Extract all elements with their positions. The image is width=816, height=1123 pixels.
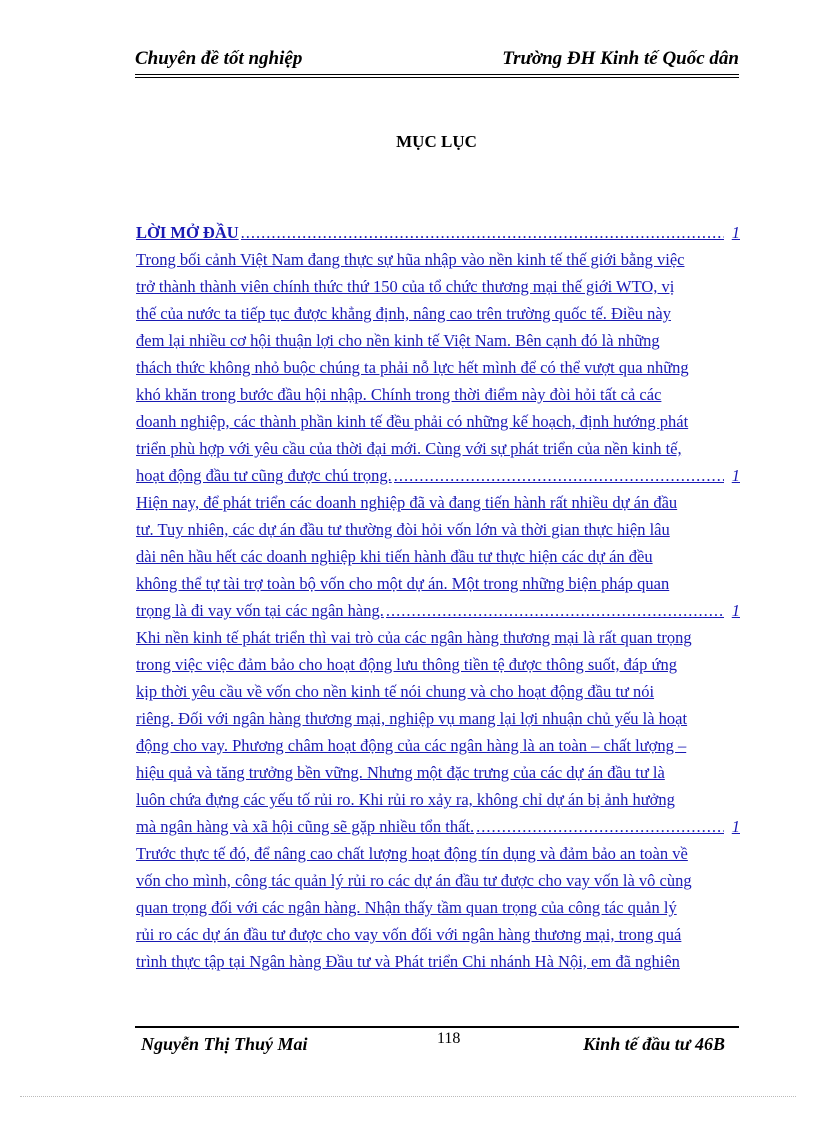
toc-leader-dots [476,813,724,840]
toc-line[interactable]: Hiện nay, để phát triển các doanh nghiệp đã và đang tiến hành rất nhiều dự án đầu [136,493,678,512]
toc-line[interactable]: thách thức không nhỏ buộc chúng ta phải nỗ lực hết mình để có thể vượt qua những [136,358,689,377]
page-bottom-divider [20,1096,796,1097]
toc-leader-dots [241,219,724,246]
toc-line[interactable]: rủi ro các dự án đầu tư được cho vay vốn đối với ngân hàng thương mại, trong quá [136,925,682,944]
toc-page-number: 1 [731,817,740,836]
toc-page-number: 1 [731,466,740,485]
toc-line[interactable]: luôn chứa đựng các yếu tố rủi ro. Khi rủi ro xảy ra, không chỉ dự án bị ảnh hưởng [136,790,675,809]
toc-line[interactable]: đem lại nhiều cơ hội thuận lợi cho nền kinh tế Việt Nam. Bên cạnh đó là những [136,331,660,350]
toc-heading-link[interactable] [136,219,740,246]
toc-line[interactable]: thế của nước ta tiếp tục được khẳng định, nâng cao trên trường quốc tế. Điều này [136,304,672,323]
toc-line[interactable]: khó khăn trong bước đầu hội nhập. Chính trong thời điểm này đòi hỏi tất cả các [136,385,662,404]
toc-leader-dots [394,462,724,489]
toc-entry-link[interactable]: hoạt động đầu tư cũng được chú trọng. ..... 1 [136,462,740,489]
page-footer [135,1026,739,1058]
toc-line[interactable]: triển phù hợp với yêu cầu của thời đại mới. Cùng với sự phát triển của nền kinh tế, [136,439,682,458]
footer-author: Nguyễn Thị Thuý Mai [141,1034,308,1054]
footer-class: Kinh tế đầu tư 46B [583,1034,725,1054]
toc-line[interactable]: động cho vay. Phương châm hoạt động của các ngân hàng là an toàn – chất lượng – [136,736,687,755]
toc-page-number: 1 [731,601,740,620]
toc-line[interactable]: Trước thực tế đó, để nâng cao chất lượng hoạt động tín dụng và đảm bảo an toàn về [136,844,688,863]
table-of-contents [136,219,740,975]
toc-line[interactable]: hiệu quả và tăng trưởng bền vững. Nhưng một đặc trưng của các dự án đầu tư là [136,763,665,782]
toc-line[interactable]: trong việc việc đảm bảo cho hoạt động lưu thông tiền tệ được thông suốt, đáp ứng [136,655,677,674]
toc-line[interactable]: Khi nền kinh tế phát triển thì vai trò của các ngân hàng thương mại là rất quan trọng [136,628,692,647]
toc-line[interactable]: vốn cho mình, công tác quản lý rủi ro các dự án đầu tư được cho vay vốn là vô cùng [136,871,692,890]
toc-entry-link[interactable]: trọng là đi vay vốn tại các ngân hàng. ..... 1 [136,597,740,624]
toc-line[interactable]: Trong bối cảnh Việt Nam đang thực sự hũa nhập vào nền kinh tế thế giới bằng việc [136,250,685,269]
toc-line[interactable]: không thể tự tài trợ toàn bộ vốn cho một dự án. Một trong những biện pháp quan [136,574,670,593]
header-left-text: Chuyên đề tốt nghiệp [135,48,303,69]
toc-line[interactable]: doanh nghiệp, các thành phần kinh tế đều phải có những kế hoạch, định hướng phát [136,412,689,431]
toc-leader-dots [386,597,724,624]
toc-line[interactable]: quan trọng đối với các ngân hàng. Nhận thấy tầm quan trọng của công tác quản lý [136,898,677,917]
page-header [135,48,739,78]
header-right-text: Trường ĐH Kinh tế Quốc dân [502,48,739,69]
toc-entry-link[interactable]: mà ngân hàng và xã hội cũng sẽ gặp nhiều tổn thất. ..... 1 [136,813,740,840]
footer-page-number: 118 [437,1030,461,1047]
toc-line[interactable]: trình thực tập tại Ngân hàng Đầu tư và Phát triển Chi nhánh Hà Nội, em đã nghiên [136,952,680,971]
toc-line[interactable]: trở thành thành viên chính thức thứ 150 của tổ chức thương mại thế giới WTO, vị [136,277,675,296]
toc-line[interactable]: dài nên hầu hết các doanh nghiệp khi tiến hành đầu tư thực hiện các dự án đều [136,547,653,566]
toc-line[interactable]: riêng. Đối với ngân hàng thương mại, nghiệp vụ mang lại lợi nhuận chủ yếu là hoạt [136,709,688,728]
page-title: MỤC LỤC [396,132,477,151]
toc-heading-text: LỜI MỞ ĐẦU [136,223,239,242]
toc-line[interactable]: tư. Tuy nhiên, các dự án đầu tư thường đòi hỏi vốn lớn và thời gian thực hiện lâu [136,520,670,539]
toc-line[interactable]: kịp thời yêu cầu về vốn cho nền kinh tế nói chung và cho hoạt động đầu tư nói [136,682,655,701]
toc-page-number: 1 [731,223,740,242]
